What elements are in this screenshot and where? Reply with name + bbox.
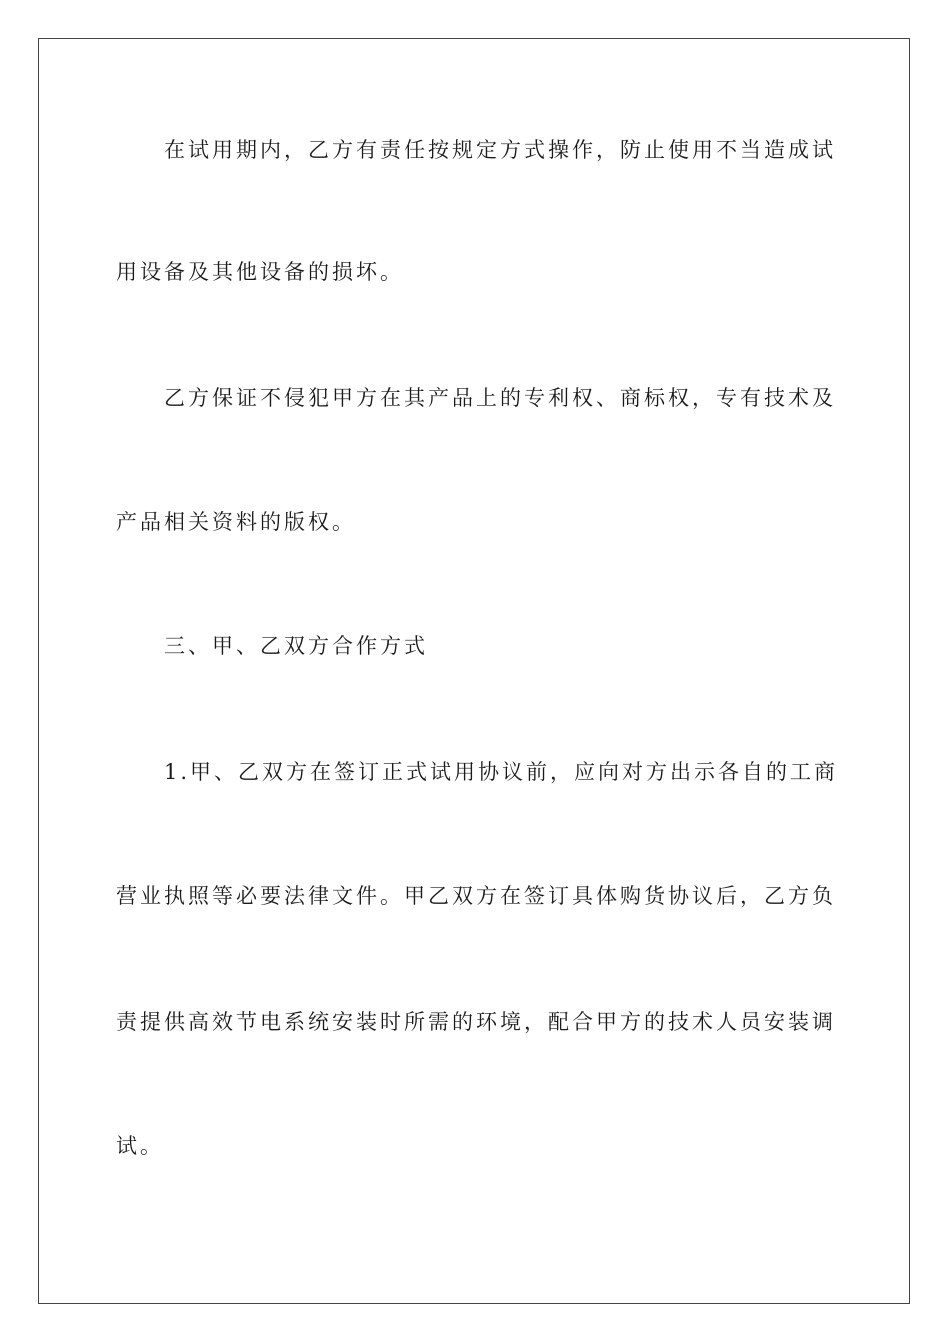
section-heading: 三、甲、乙双方合作方式 (164, 634, 428, 658)
paragraph-line-9: 试。 (116, 1134, 164, 1158)
paragraph-line-6: 1.甲、乙双方在签订正式试用协议前，应向对方出示各自的工商 (164, 760, 839, 784)
paragraph-line-7: 营业执照等必要法律文件。甲乙双方在签订具体购货协议后，乙方负 (116, 884, 836, 908)
paragraph-line-2: 用设备及其他设备的损坏。 (116, 260, 404, 284)
paragraph-line-8: 责提供高效节电系统安装时所需的环境，配合甲方的技术人员安装调 (116, 1010, 836, 1034)
paragraph-line-3: 乙方保证不侵犯甲方在其产品上的专利权、商标权，专有技术及 (164, 386, 836, 410)
paragraph-line-1: 在试用期内，乙方有责任按规定方式操作，防止使用不当造成试 (164, 138, 836, 162)
page-border (38, 38, 910, 1304)
paragraph-line-4: 产品相关资料的版权。 (116, 510, 356, 534)
